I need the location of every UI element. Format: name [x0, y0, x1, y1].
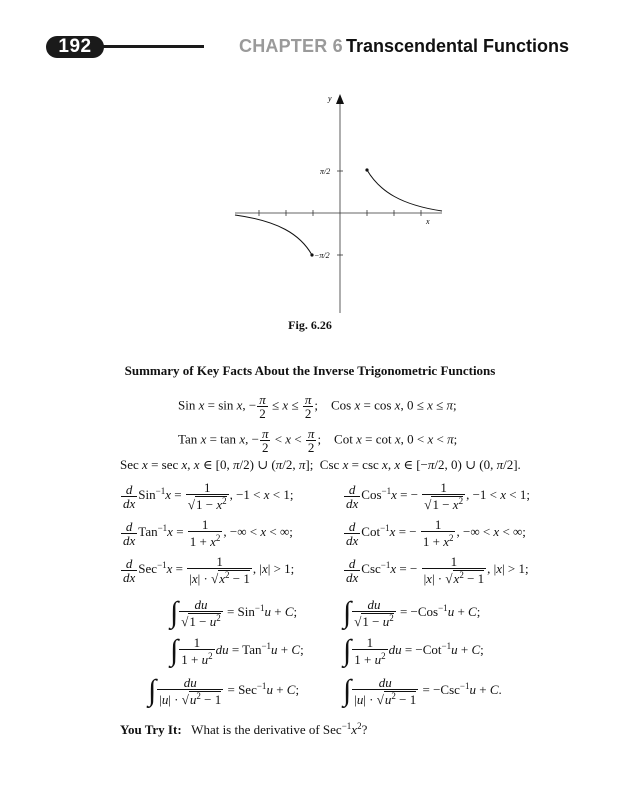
neg-pi-over-2-label: −π/2: [314, 251, 330, 260]
x-axis-label: x: [426, 217, 430, 226]
eq-sin-cos: Sin x = sin x, − $\frac{\pi}{2}$ ≤ x ≤ $\frac{\pi}{2}$ ; Cos x = cos x, 0 ≤ x ≤ π;: [178, 392, 457, 421]
eq-deriv-arctan: $\frac{d}{dx}$ Tan$^{-1}$x = $\frac{1}{1 + x^2}$ , −∞ < x < ∞;: [123, 517, 293, 549]
y-axis-label: y: [328, 94, 332, 103]
you-try-it-question: What is the derivative of Sec: [191, 722, 342, 737]
page-number: 192: [46, 36, 104, 58]
eq-deriv-arcsec: $\frac{d}{dx}$ Sec$^{-1}$x = $\frac{1}{|x| \cdot √x^2 - 1}$ , |x| > 1;: [123, 554, 295, 586]
eq-tan-cot: Tan x = tan x, − $\frac{\pi}{2}$ < x < $\frac{\pi}{2}$ ; Cot x = cot x, 0 < x < π;: [178, 426, 458, 455]
chapter-title: Transcendental Functions: [346, 36, 570, 56]
eq-int-arcsec: ∫ $\frac{du}{|u| \cdot √u^2 - 1}$ = Sec$^{-1}$u + C;: [148, 674, 300, 707]
eq-int-arccot: ∫ $\frac{1}{1 + u^2}$ du = −Cot$^{-1}$u + C;: [343, 634, 484, 667]
pi-over-2-label: π/2: [320, 167, 331, 176]
figure-6-26: [230, 88, 450, 318]
curve-right-branch: [367, 170, 442, 211]
header-rule: [100, 45, 204, 48]
running-header: [0, 0, 620, 70]
eq-deriv-arccot: $\frac{d}{dx}$ Cot$^{-1}$x = − $\frac{1}{1 + x^2}$ , −∞ < x < ∞;: [346, 517, 526, 549]
eq-deriv-arccsc: $\frac{d}{dx}$ Csc$^{-1}$x = − $\frac{1}{|x| \cdot √x^2 - 1}$ , |x| > 1;: [346, 554, 529, 586]
eq-sec-csc: Sec x = sec x, x ∈ [0, π/2) ∪ (π/2, π]; Csc x = csc x, x ∈ [−π/2, 0) ∪ (0, π/2].: [120, 457, 521, 472]
eq-deriv-arcsin: $\frac{d}{dx}$ Sin$^{-1}$x = $\frac{1}{√1 - x^2}$ , −1 < x < 1;: [123, 480, 294, 512]
summary-title: Summary of Key Facts About the Inverse Trigonometric Functions: [124, 363, 496, 378]
eq-int-arcsin: ∫ $\frac{du}{√1 - u^2}$ = Sin$^{-1}$u + C;: [170, 596, 298, 629]
eq-deriv-arccos: $\frac{d}{dx}$ Cos$^{-1}$x = − $\frac{1}{√1 - x^2}$ , −1 < x < 1;: [346, 480, 530, 512]
eq-int-arccos: ∫ $\frac{du}{√1 - u^2}$ = −Cos$^{-1}$u + C;: [343, 596, 481, 629]
curve-left-branch: [235, 215, 312, 255]
chapter-label: CHAPTER 6: [239, 36, 343, 56]
figure-caption: Fig. 6.26: [288, 318, 332, 332]
eq-int-arccsc: ∫ $\frac{du}{|u| \cdot √u^2 - 1}$ = −Csc$^{-1}$u + C.: [343, 674, 502, 707]
y-arrow: [336, 94, 344, 104]
you-try-it: You Try It: What is the derivative of $Sec^{-1}x^2$?: [120, 721, 368, 737]
eq-int-arctan: ∫ $\frac{1}{1 + u^2}$ du = Tan$^{-1}$u + C;: [170, 634, 304, 667]
you-try-it-label: You Try It: [120, 722, 178, 737]
endpoint-top: [365, 168, 368, 171]
